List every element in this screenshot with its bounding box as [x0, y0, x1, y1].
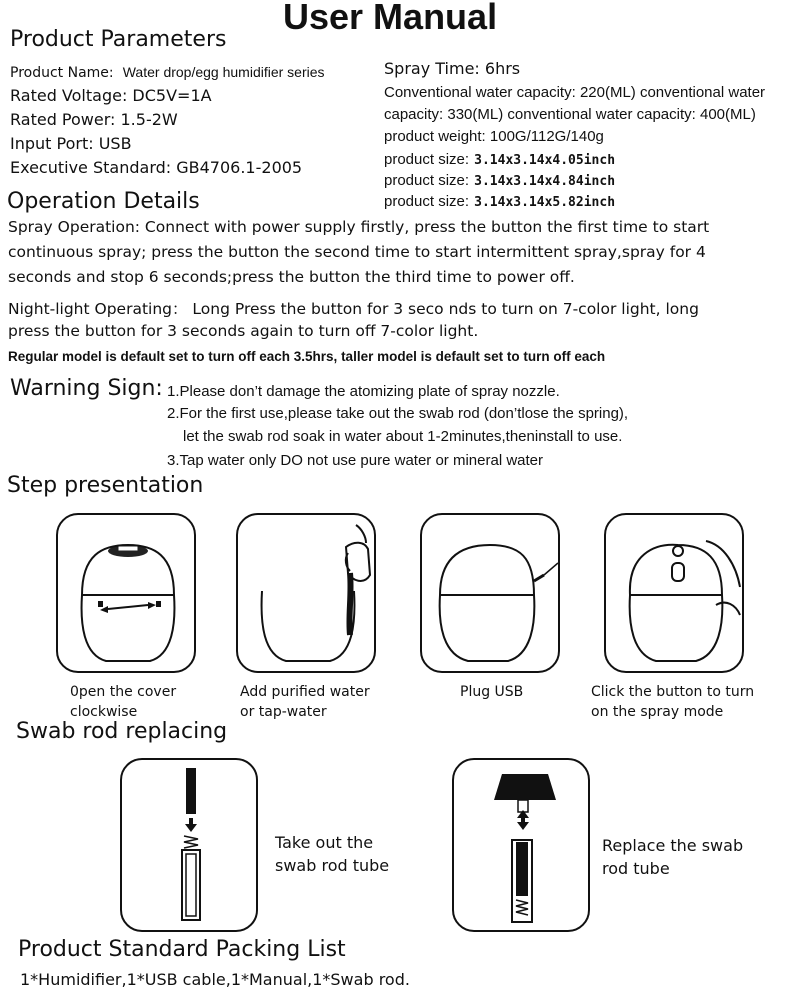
- step-caption: on the spray mode: [591, 704, 724, 720]
- step-caption: Click the button to turn: [591, 684, 755, 700]
- step-add-water-illustration: [236, 513, 376, 673]
- packing-items: 1*Humidifier,1*USB cable,1*Manual,1*Swab rod.: [20, 970, 410, 989]
- regular-model-note: Regular model is default set to turn off each 3.5hrs, taller model is default set to turn off each: [8, 349, 606, 364]
- capacity-line-2: capacity: 330(ML) conventional water capacity: 400(ML): [384, 106, 756, 123]
- product-name-row: [10, 62, 325, 81]
- product-size-1: [384, 149, 615, 168]
- warning-item: 3.Tap water only DO not use pure water or mineral water: [167, 452, 544, 469]
- spray-time: Spray Time: 6hrs: [384, 59, 521, 78]
- step-caption: clockwise: [70, 704, 138, 720]
- product-size-3: [384, 191, 615, 210]
- size-value: 3.14x3.14x5.82inch: [474, 195, 616, 210]
- size-label: product size:: [384, 193, 470, 210]
- steps-heading: Step presentation: [7, 473, 204, 498]
- take-out-caption: Take out the: [275, 833, 374, 852]
- step-caption: 0pen the cover: [70, 684, 177, 700]
- product-weight: product weight: 100G/112G/140g: [384, 128, 604, 145]
- step-caption: or tap-water: [240, 704, 327, 720]
- step-caption: Plug USB: [460, 684, 524, 700]
- parameters-heading: Product Parameters: [10, 27, 227, 52]
- product-name-value: Water drop/egg humidifier series: [122, 64, 325, 80]
- swab-heading: Swab rod replacing: [16, 719, 228, 744]
- input-port: Input Port: USB: [10, 134, 132, 153]
- night-light-line: Night-light Operating： Long Press the button for 3 seco nds to turn on 7-color light, long: [8, 300, 699, 318]
- replace-caption: rod tube: [602, 859, 670, 878]
- warning-item: let the swab rod soak in water about 1-2minutes,theninstall to use.: [183, 428, 623, 445]
- capacity-line-1: Conventional water capacity: 220(ML) conventional water: [384, 84, 766, 101]
- size-value: 3.14x3.14x4.05inch: [474, 153, 616, 168]
- warning-heading: Warning Sign:: [10, 376, 163, 401]
- spray-operation-line: continuous spray; press the button the second time to start intermittent spray,spray for 4: [8, 243, 706, 261]
- step-click-button-illustration: [604, 513, 744, 673]
- operation-heading: Operation Details: [7, 189, 200, 214]
- take-out-caption: swab rod tube: [275, 856, 390, 875]
- step-plug-usb-illustration: [420, 513, 560, 673]
- executive-standard: Executive Standard: GB4706.1-2005: [10, 158, 303, 177]
- step-caption: Add purified water: [240, 684, 370, 700]
- rated-power: Rated Power: 1.5-2W: [10, 110, 178, 129]
- night-light-line: press the button for 3 seconds again to turn off 7-color light.: [8, 322, 479, 340]
- step-open-cover-illustration: [56, 513, 196, 673]
- rated-voltage: Rated Voltage: DC5V=1A: [10, 86, 212, 105]
- warning-item: 2.For the first use,please take out the swab rod (don’tlose the spring),: [167, 405, 629, 422]
- take-out-swab-illustration: [120, 758, 258, 932]
- packing-heading: Product Standard Packing List: [18, 937, 346, 962]
- replace-caption: Replace the swab: [602, 836, 744, 855]
- product-name-label: Product Name:: [10, 65, 114, 81]
- size-value: 3.14x3.14x4.84inch: [474, 174, 616, 189]
- spray-operation-line: Spray Operation: Connect with power supply firstly, press the button the first time to start: [8, 218, 710, 236]
- size-label: product size:: [384, 172, 470, 189]
- page-title: User Manual: [283, 0, 498, 37]
- size-label: product size:: [384, 151, 470, 168]
- warning-item: 1.Please don’t damage the atomizing plate of spray nozzle.: [167, 383, 560, 400]
- replace-swab-illustration: [452, 758, 590, 932]
- product-size-2: [384, 170, 615, 189]
- spray-operation-line: seconds and stop 6 seconds;press the button the third time to power off.: [8, 268, 575, 286]
